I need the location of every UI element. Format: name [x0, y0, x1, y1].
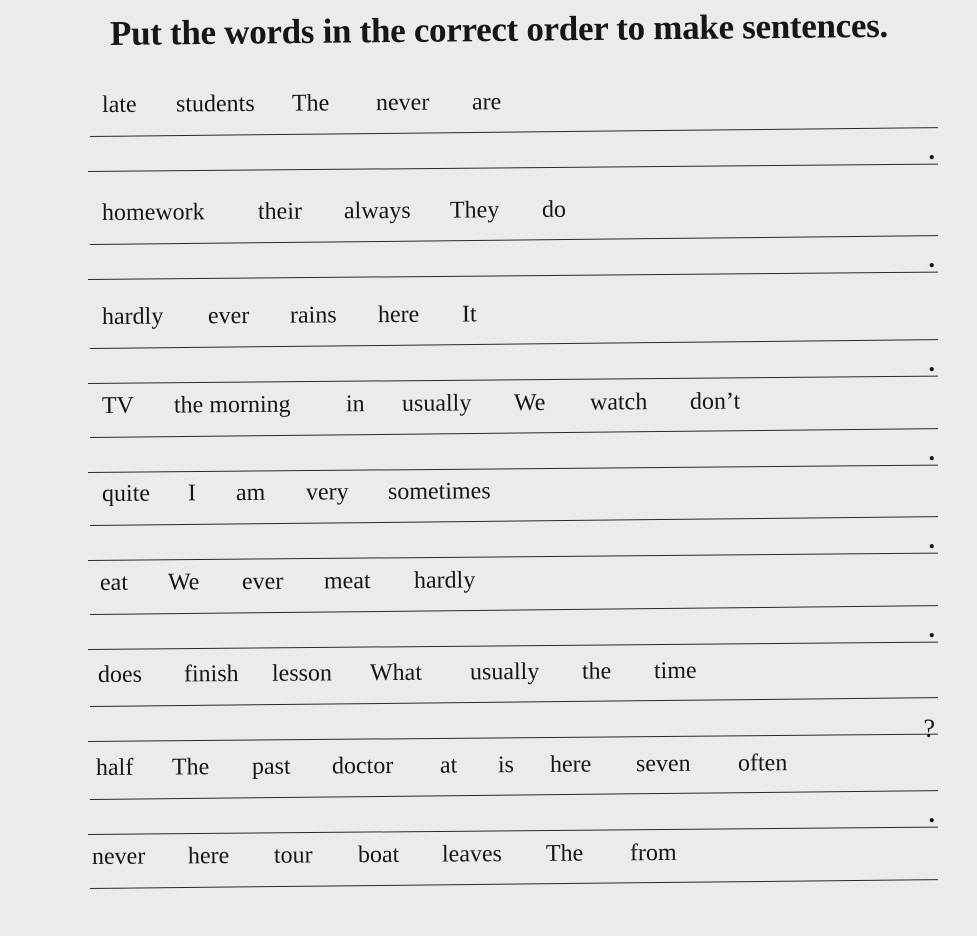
answer-line[interactable]: [88, 734, 938, 742]
scrambled-word: sometimes: [388, 478, 491, 506]
answer-line[interactable]: [90, 235, 938, 245]
worksheet-title: Put the words in the correct order to make sentences.: [110, 5, 930, 54]
answer-line[interactable]: [90, 605, 938, 615]
scrambled-word: We: [168, 569, 200, 596]
scrambled-word: leaves: [442, 841, 502, 868]
scrambled-word: We: [514, 390, 546, 417]
end-punctuation: .: [929, 244, 936, 274]
answer-line[interactable]: [88, 465, 938, 473]
exercise-6: [0, 570, 977, 662]
scrambled-word: here: [378, 302, 419, 329]
scrambled-word: never: [376, 90, 429, 117]
scrambled-word: lesson: [272, 660, 332, 687]
scrambled-word: The: [546, 841, 584, 868]
scrambled-word: late: [102, 92, 137, 119]
scrambled-word: past: [252, 754, 291, 781]
answer-line[interactable]: [90, 428, 938, 438]
answer-line[interactable]: [90, 516, 938, 526]
exercise-3: [0, 304, 977, 396]
end-punctuation: .: [929, 136, 936, 166]
end-punctuation: .: [929, 525, 936, 555]
scrambled-word: hardly: [102, 304, 163, 331]
answer-line[interactable]: [90, 127, 938, 137]
scrambled-word: It: [462, 301, 477, 328]
scrambled-word: homework: [102, 199, 205, 227]
scrambled-word: don’t: [690, 389, 740, 416]
scrambled-word: rains: [290, 302, 337, 329]
scrambled-word: does: [98, 662, 142, 689]
answer-line[interactable]: [88, 553, 938, 561]
scrambled-word: do: [542, 197, 566, 224]
end-punctuation: .: [929, 348, 936, 378]
scrambled-word: boat: [358, 842, 400, 869]
scrambled-word: quite: [102, 481, 150, 508]
scrambled-word: TV: [102, 393, 134, 420]
end-punctuation: ?: [923, 714, 935, 744]
exercise-7: [0, 662, 977, 754]
scrambled-word: tour: [274, 842, 313, 869]
scrambled-word: hardly: [414, 567, 475, 594]
scrambled-word: very: [306, 479, 349, 506]
answer-line[interactable]: [88, 376, 938, 384]
exercise-9: [0, 844, 977, 936]
scrambled-word: are: [472, 89, 501, 116]
scrambled-word: eat: [100, 570, 128, 597]
scrambled-word: the: [582, 658, 612, 685]
scrambled-word: here: [550, 752, 591, 779]
scrambled-word: in: [346, 391, 365, 418]
answer-line[interactable]: [90, 879, 938, 889]
scrambled-word: always: [344, 198, 411, 225]
scrambled-word: is: [498, 752, 514, 779]
exercise-5: [0, 481, 977, 573]
exercise-4: [0, 393, 977, 485]
scrambled-word: students: [176, 91, 255, 119]
scrambled-word: half: [96, 755, 134, 782]
answer-line[interactable]: [88, 827, 938, 835]
end-punctuation: .: [929, 614, 936, 644]
scrambled-word: never: [92, 844, 145, 871]
scrambled-word: I: [188, 480, 196, 507]
scrambled-word: They: [450, 197, 499, 224]
scrambled-word: seven: [636, 751, 691, 778]
scrambled-word: from: [630, 840, 677, 867]
scrambled-word: time: [654, 658, 697, 685]
scrambled-word: What: [370, 660, 422, 687]
answer-line[interactable]: [90, 697, 938, 707]
scrambled-word: ever: [208, 303, 249, 330]
scrambled-word: The: [292, 90, 330, 117]
exercise-2: [0, 200, 977, 292]
end-punctuation: .: [929, 799, 936, 829]
scrambled-word: meat: [324, 568, 371, 595]
scrambled-word: their: [258, 199, 302, 226]
answer-line[interactable]: [90, 790, 938, 800]
answer-line[interactable]: [90, 339, 938, 349]
scrambled-word: watch: [590, 389, 647, 416]
scrambled-word: doctor: [332, 753, 393, 780]
scrambled-word: usually: [470, 659, 540, 686]
scrambled-word: here: [188, 843, 229, 870]
scrambled-word: finish: [184, 661, 239, 688]
scrambled-word: The: [172, 754, 210, 781]
end-punctuation: .: [929, 437, 936, 467]
answer-line[interactable]: [88, 272, 938, 280]
scrambled-word: am: [236, 480, 266, 507]
scrambled-word: ever: [242, 569, 283, 596]
scrambled-word: at: [440, 752, 458, 779]
answer-line[interactable]: [88, 642, 938, 650]
scrambled-word: often: [738, 750, 787, 777]
answer-line[interactable]: [88, 164, 938, 172]
scrambled-word: the morning: [174, 392, 291, 420]
scrambled-word: usually: [402, 390, 472, 417]
exercise-8: [0, 755, 977, 847]
exercise-1: [0, 92, 977, 184]
